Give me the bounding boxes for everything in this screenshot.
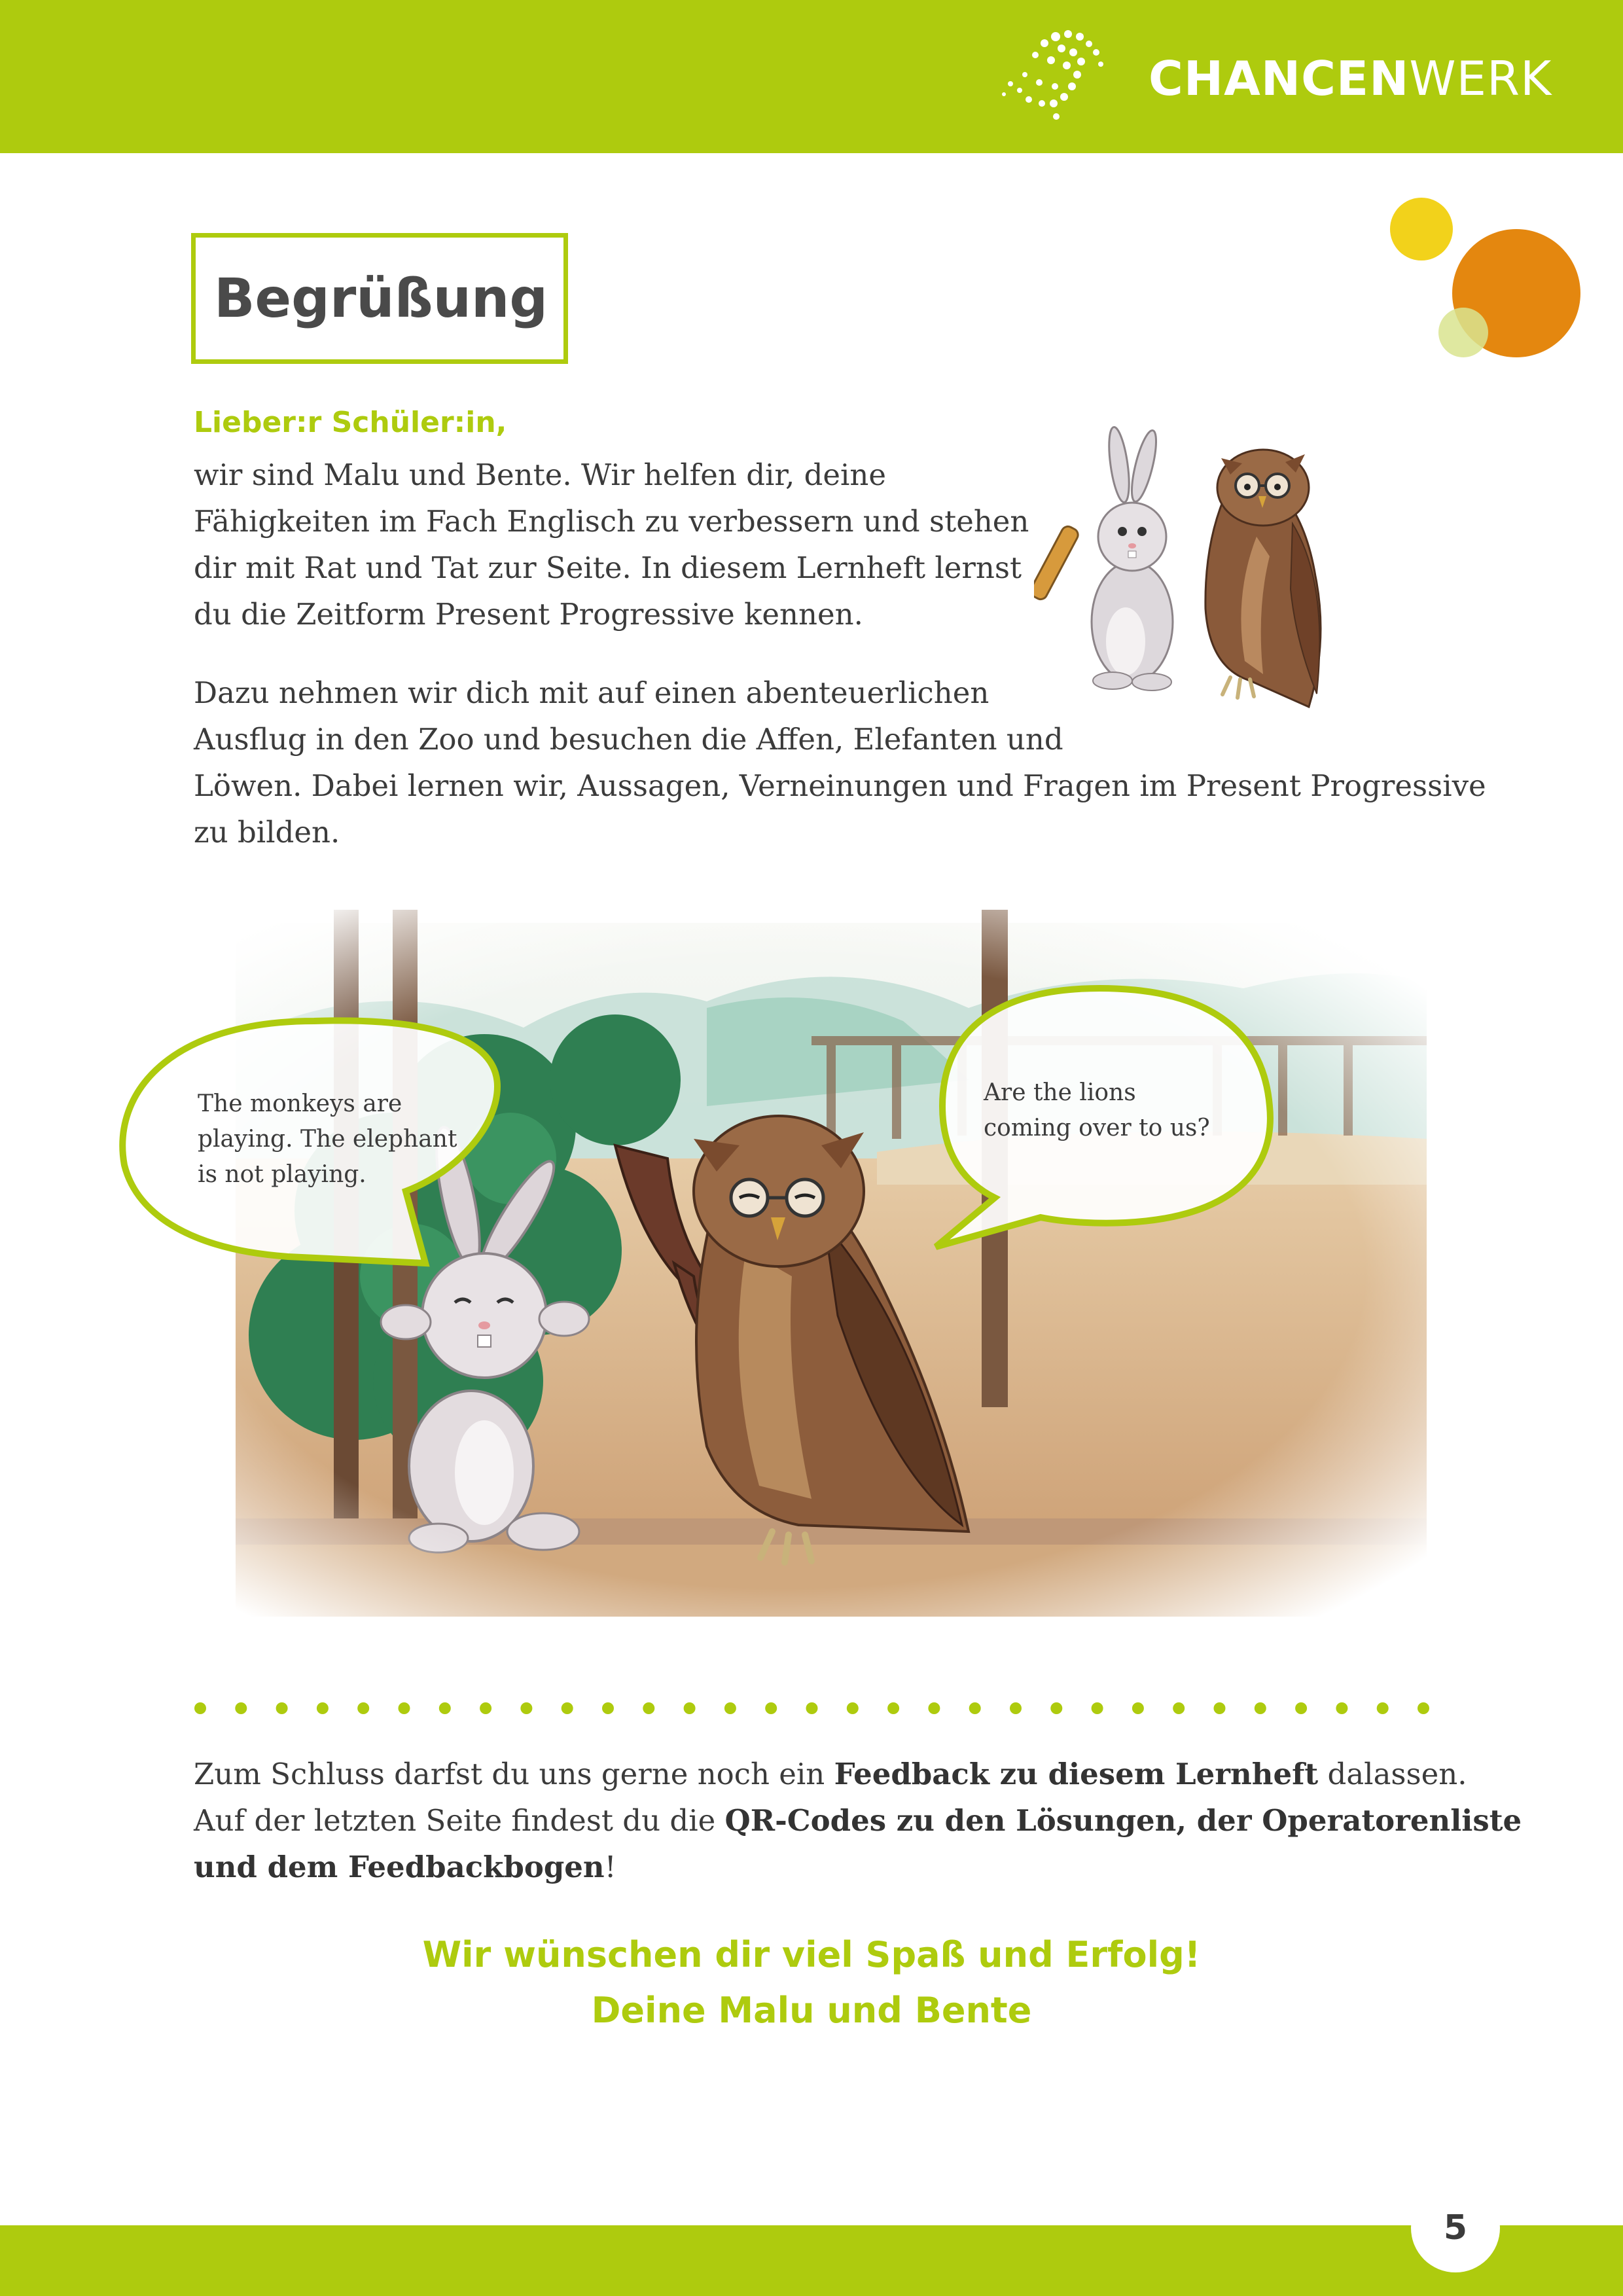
bubble-line: Are the lions <box>984 1079 1136 1106</box>
separator-dot <box>520 1702 532 1714</box>
decorative-circles <box>1387 190 1584 360</box>
separator-dot <box>806 1702 818 1714</box>
brand-name: CHANCENWERK <box>1149 51 1552 106</box>
separator-dot <box>562 1702 573 1714</box>
separator-dot <box>1295 1702 1307 1714</box>
intro-line: du die Zeitform Present Progressive kennen. <box>194 597 863 632</box>
bubble-line: coming over to us? <box>984 1115 1210 1141</box>
intro-paragraph <box>194 452 1044 637</box>
chancenwerk-logo <box>988 26 1552 124</box>
separator-dot <box>1132 1702 1144 1714</box>
feedback-line: Auf der letzten Seite findest du die QR-Codes zu den Lösungen, der Operatorenliste <box>194 1803 1522 1838</box>
separator-dot <box>399 1702 410 1714</box>
closing-wish: Wir wünschen dir viel Spaß und Erfolg! <box>422 1934 1201 1975</box>
separator-dot <box>317 1702 329 1714</box>
dot-swirl-logo-icon <box>988 26 1139 124</box>
separator-dot <box>1092 1702 1103 1714</box>
separator-dot <box>969 1702 981 1714</box>
closing-signature: Deine Malu und Bente <box>591 1990 1032 2031</box>
separator-dot <box>1010 1702 1022 1714</box>
separator-dot <box>357 1702 369 1714</box>
feedback-paragraph <box>194 1751 1522 1890</box>
separator-dot <box>1214 1702 1226 1714</box>
separator-dot <box>765 1702 777 1714</box>
page-title: Begrüßung <box>214 267 548 330</box>
separator-dot <box>887 1702 899 1714</box>
trip-line: Löwen. Dabei lernen wir, Aussagen, Verneinungen und Fragen im Present Progressive <box>194 768 1486 803</box>
rabbit-figure <box>1034 426 1173 691</box>
zoo-scene-illustration <box>118 910 1453 1636</box>
intro-line: wir sind Malu und Bente. Wir helfen dir, deine <box>194 457 887 492</box>
owl-figure <box>1205 450 1321 707</box>
feedback-line: Zum Schluss darfst du uns gerne noch ein Feedback zu diesem Lernheft dalassen. <box>194 1757 1467 1791</box>
separator-dot <box>928 1702 940 1714</box>
speech-bubble-right-text <box>984 1075 1210 1146</box>
page-number-badge <box>1411 2183 1500 2272</box>
intro-line: dir mit Rat und Tat zur Seite. In diesem Lernheft lernst <box>194 550 1022 585</box>
separator-dot <box>847 1702 859 1714</box>
bubble-line: The monkeys are <box>198 1090 402 1117</box>
separator-dot <box>1255 1702 1266 1714</box>
separator-dot <box>194 1702 206 1714</box>
intro-line: Fähigkeiten im Fach Englisch zu verbessern und stehen <box>194 504 1029 539</box>
separator-dot <box>643 1702 654 1714</box>
dotted-separator <box>194 1700 1431 1716</box>
trip-line: zu bilden. <box>194 815 340 850</box>
separator-dot <box>1418 1702 1429 1714</box>
separator-dot <box>1377 1702 1389 1714</box>
bubble-line: is not playing. <box>198 1161 366 1188</box>
bubble-line: playing. The elephant <box>198 1126 457 1153</box>
trip-line: Ausflug in den Zoo und besuchen die Affen, Elefanten und <box>194 722 1063 757</box>
trip-paragraph <box>194 670 1486 855</box>
separator-dot <box>684 1702 696 1714</box>
feedback-line: und dem Feedbackbogen! <box>194 1850 616 1884</box>
separator-dot <box>602 1702 614 1714</box>
separator-dot <box>439 1702 451 1714</box>
speech-bubble-left-text <box>198 1086 457 1193</box>
separator-dot <box>480 1702 491 1714</box>
separator-dot <box>1050 1702 1062 1714</box>
header-bar <box>0 0 1623 153</box>
separator-dot <box>235 1702 247 1714</box>
separator-dot <box>724 1702 736 1714</box>
separator-dot <box>1336 1702 1347 1714</box>
trip-line: Dazu nehmen wir dich mit auf einen abenteuerlichen <box>194 675 990 710</box>
separator-dot <box>276 1702 288 1714</box>
page-number: 5 <box>1443 2208 1468 2248</box>
title-box <box>191 233 568 364</box>
greeting: Lieber:r Schüler:in, <box>194 406 507 439</box>
separator-dot <box>1173 1702 1185 1714</box>
footer-bar <box>0 2225 1623 2296</box>
